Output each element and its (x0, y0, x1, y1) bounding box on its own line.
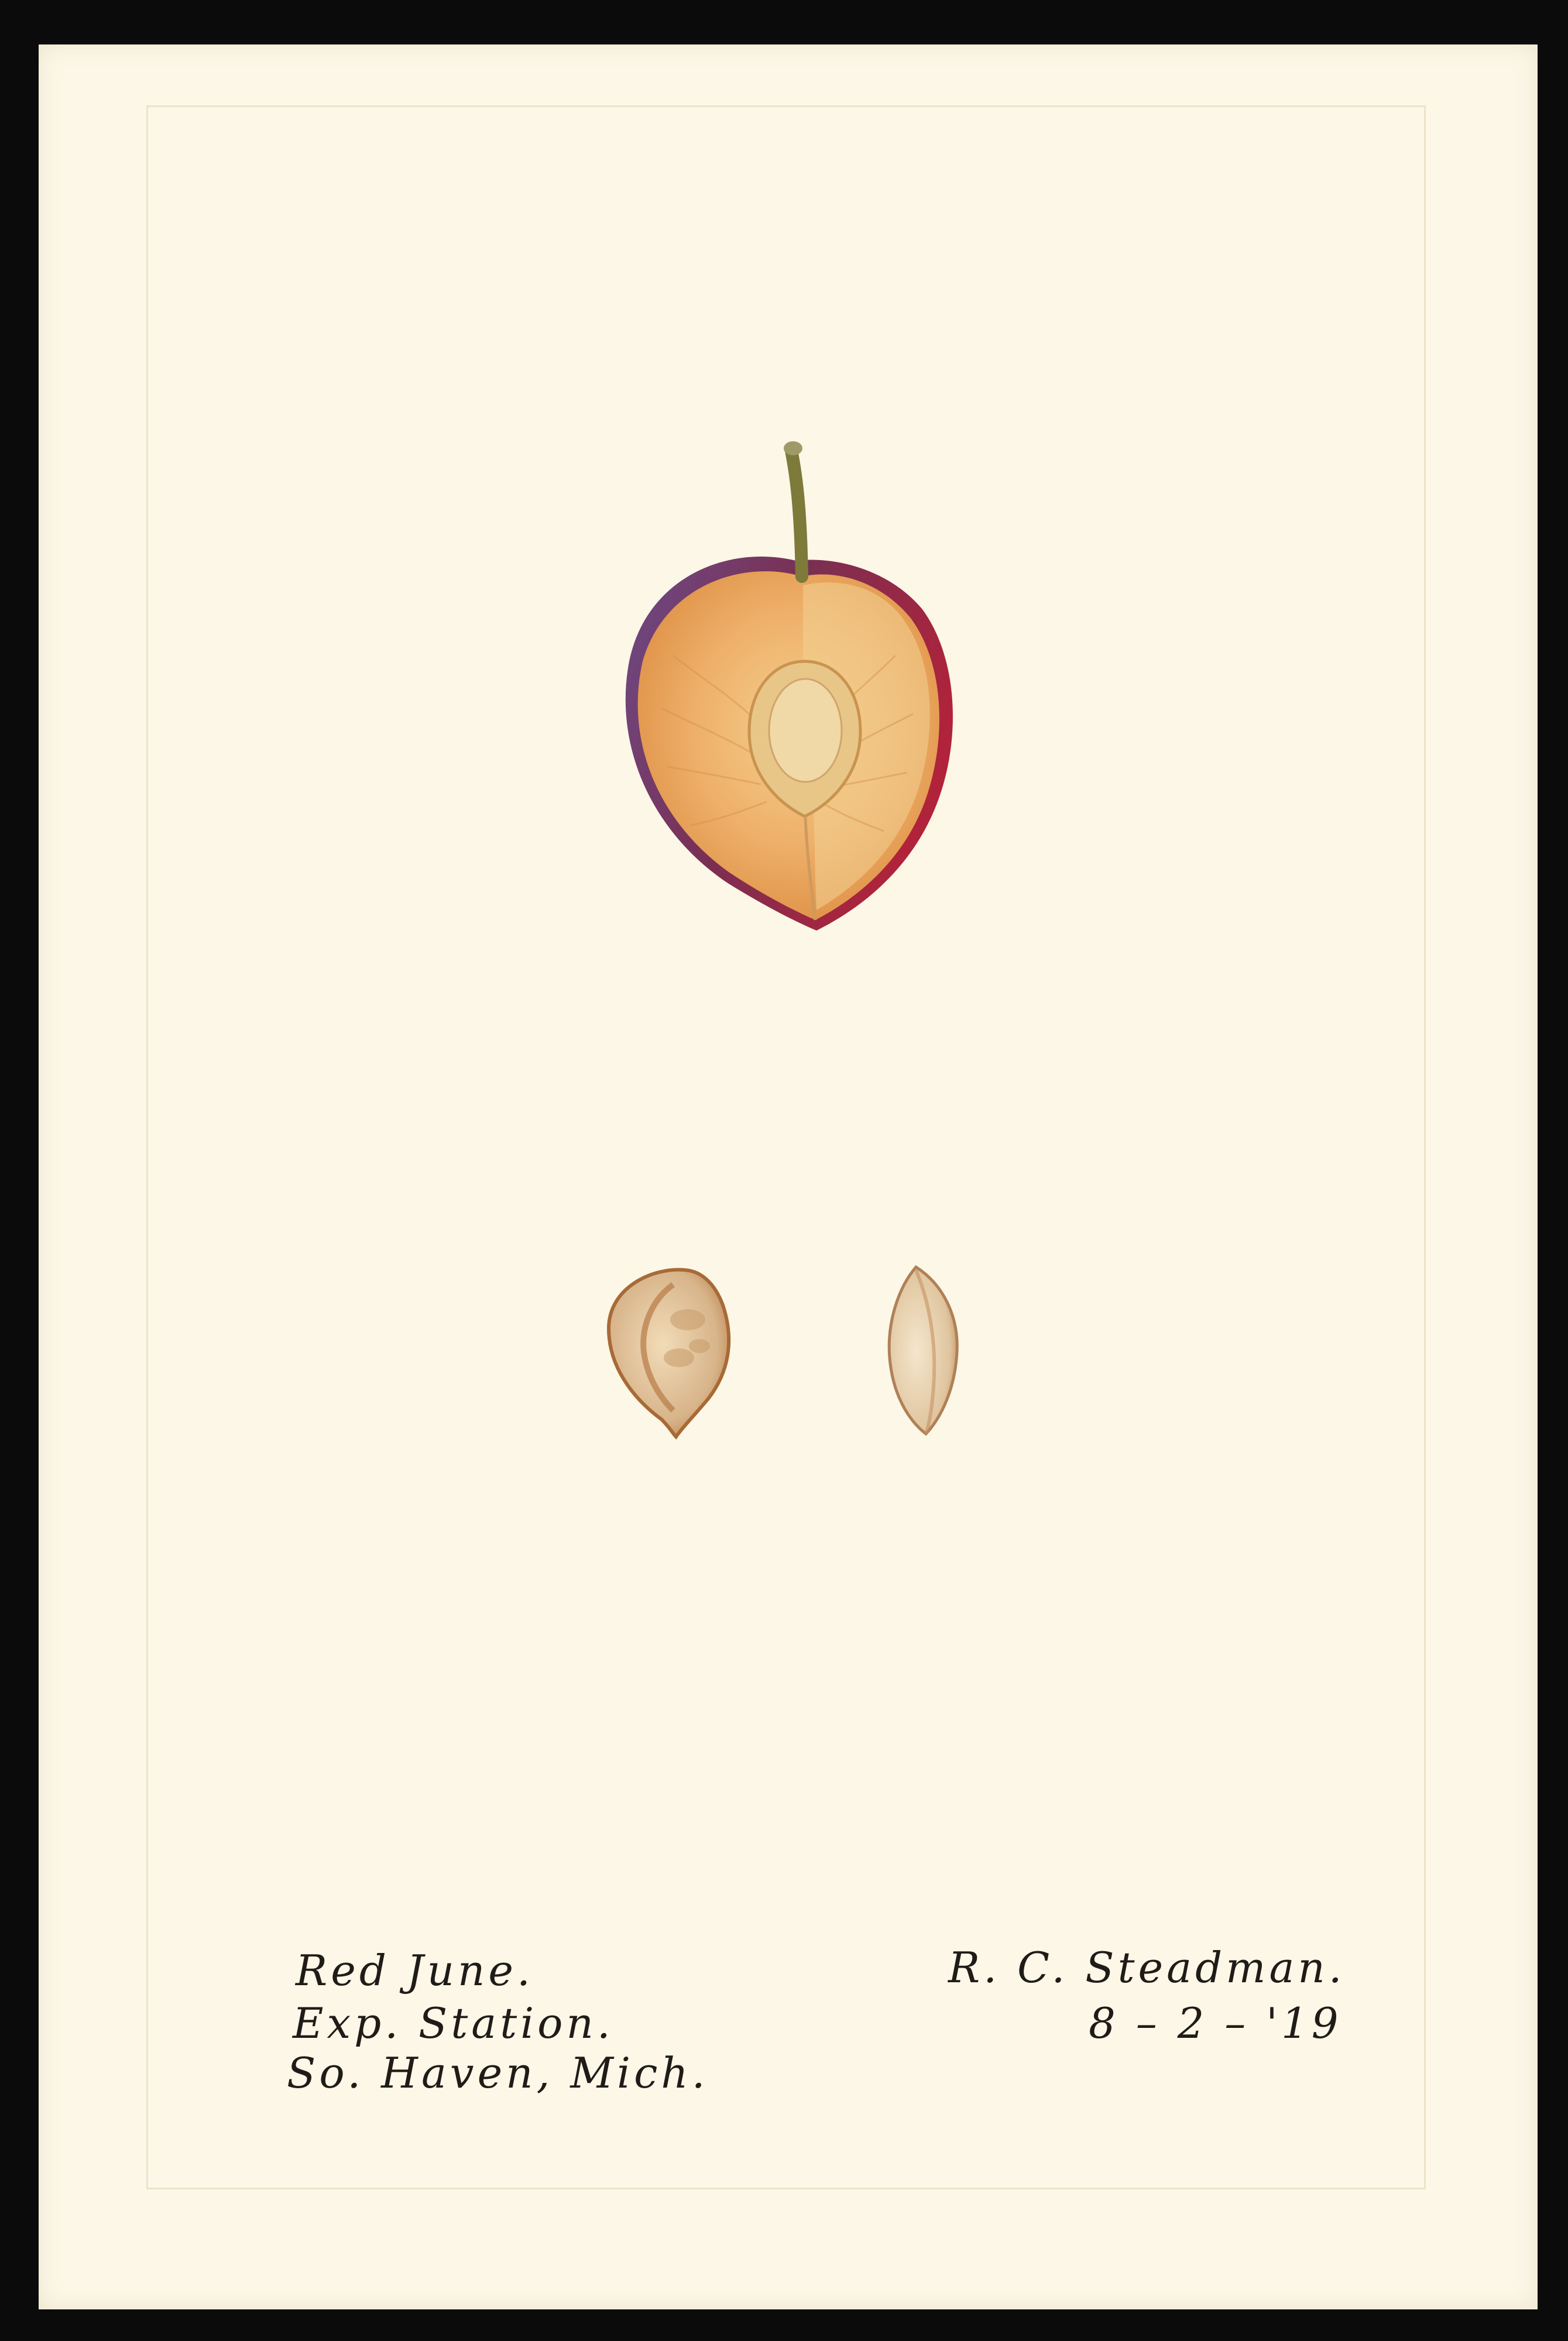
date-label: 8 – 2 – '19 (1089, 1999, 1342, 2048)
plum-stem (791, 451, 802, 576)
location-label: So. Haven, Mich. (287, 2048, 709, 2098)
plum-half-section (626, 441, 953, 931)
stem-tip (784, 441, 802, 455)
variety-label: Red June. (296, 1946, 534, 1995)
pit-in-section (769, 679, 842, 782)
source-label: Exp. Station. (293, 1999, 614, 2048)
plum-pit-front (609, 1270, 729, 1437)
artist-signature: R. C. Steadman. (948, 1943, 1346, 1992)
plum-pit-side (889, 1267, 957, 1434)
